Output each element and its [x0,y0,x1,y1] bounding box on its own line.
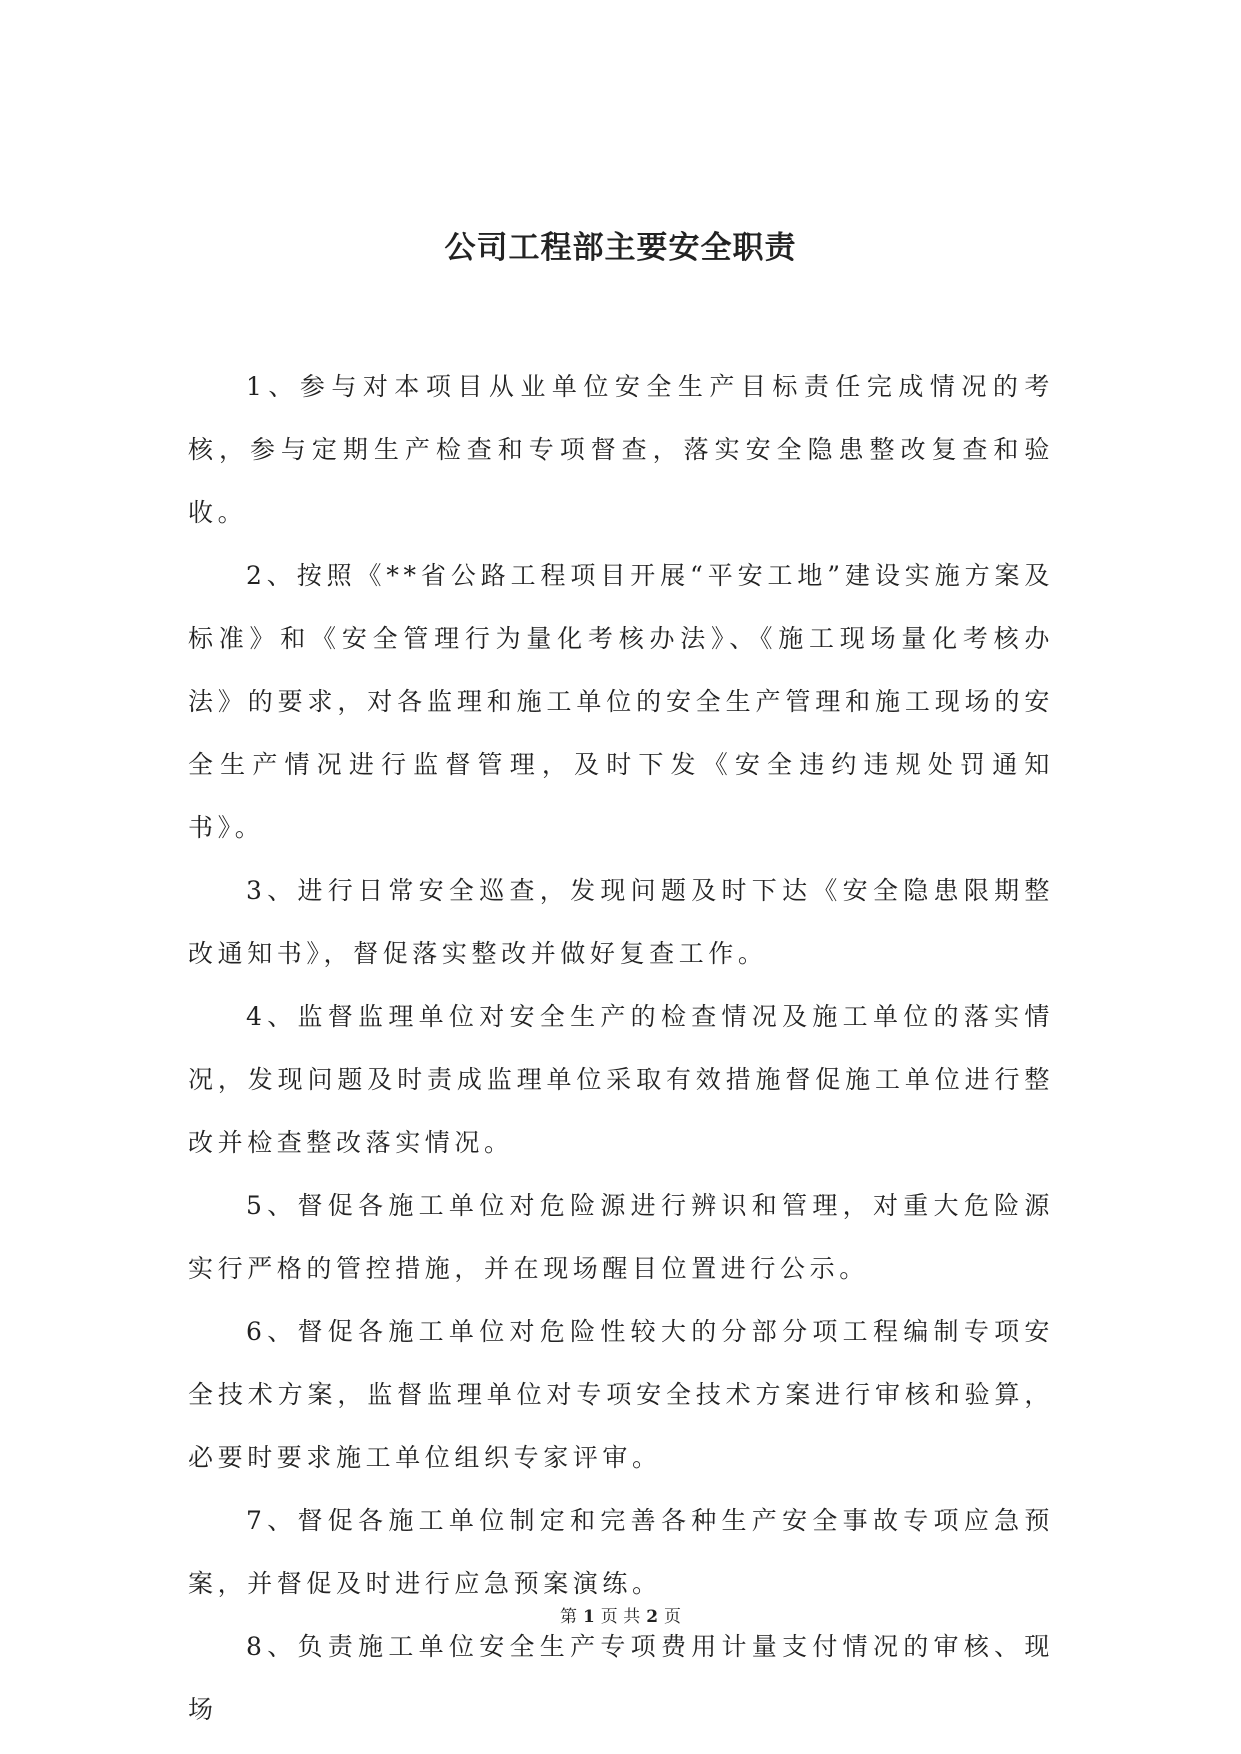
paragraph-7: 7、督促各施工单位制定和完善各种生产安全事故专项应急预案，并督促及时进行应急预案演练。 [188,1506,1054,1598]
footer-page-number: 1 [582,1607,595,1627]
footer-prefix: 第 [559,1607,577,1627]
document-title: 公司工程部主要安全职责 [444,230,797,266]
paragraph-6: 6、督促各施工单位对危险性较大的分部分项工程编制专项安全技术方案，监督监理单位对专项安全技术方案进行审核和验算，必要时要求施工单位组织专家评审。 [188,1317,1054,1472]
paragraph-1: 1、参与对本项目从业单位安全生产目标责任完成情况的考核，参与定期生产检查和专项督查，落实安全隐患整改复查和验收。 [188,372,1054,527]
paragraph-3: 3、进行日常安全巡查，发现问题及时下达《安全隐患限期整改通知书》，督促落实整改并做好复查工作。 [188,876,1054,968]
paragraph-4: 4、监督监理单位对安全生产的检查情况及施工单位的落实情况，发现问题及时责成监理单位采取有效措施督促施工单位进行整改并检查整改落实情况。 [188,1002,1054,1157]
paragraph-2: 2、按照《**省公路工程项目开展“平安工地”建设实施方案及标准》和《安全管理行为量化考核办法》、《施工现场量化考核办法》的要求，对各监理和施工单位的安全生产管理和施工现场的安全生产情况进行监督管理，及时下发《安全违约违规处罚通知书》。 [188,561,1054,842]
page-footer [0,1605,1241,1629]
paragraph-8: 8、负责施工单位安全生产专项费用计量支付情况的审核、现场 [188,1632,1054,1724]
footer-suffix: 页 [664,1607,682,1627]
footer-middle: 页 共 [600,1607,641,1627]
footer-total-pages: 2 [646,1607,659,1627]
paragraph-5: 5、督促各施工单位对危险源进行辨识和管理，对重大危险源实行严格的管控措施，并在现场醒目位置进行公示。 [188,1191,1054,1283]
document-body [188,355,1054,1741]
